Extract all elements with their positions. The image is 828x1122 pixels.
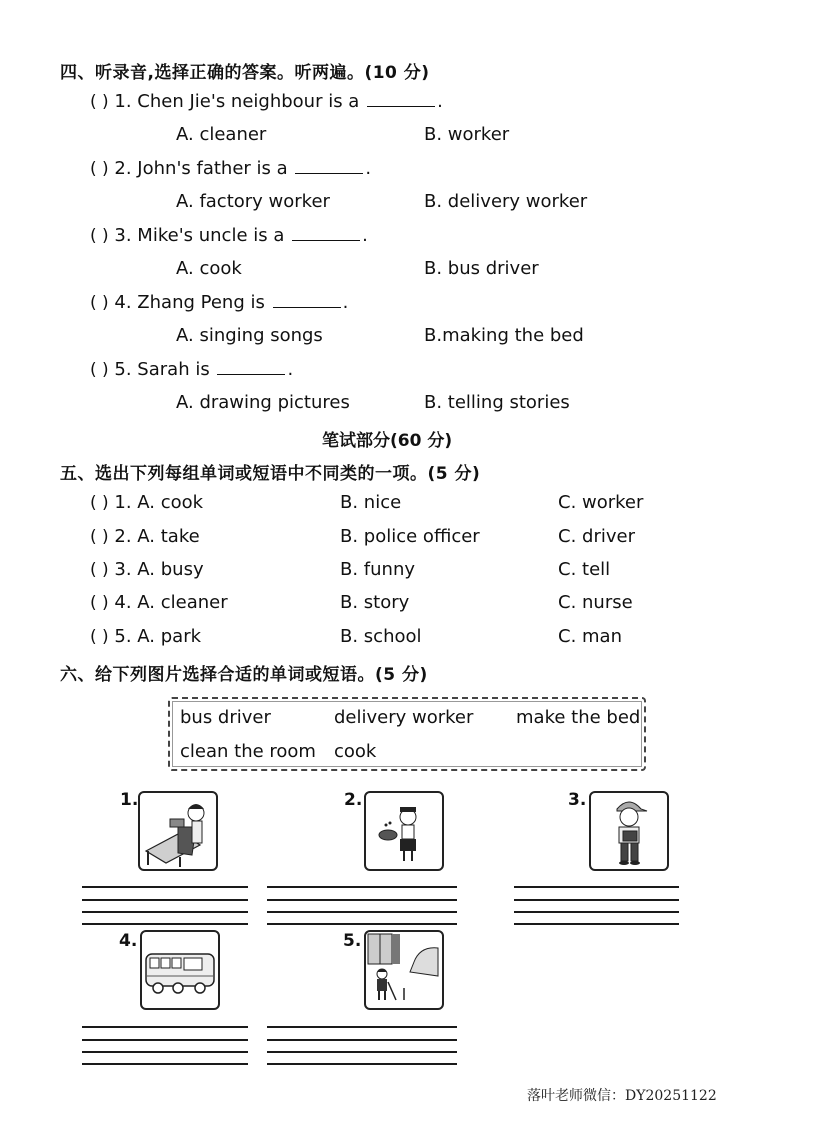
answer-paren[interactable]: ( ) <box>90 493 109 513</box>
picture-number: 1. <box>120 790 139 810</box>
period: . <box>437 91 443 112</box>
writing-line[interactable] <box>267 1026 457 1028</box>
writing-line[interactable] <box>267 1063 457 1065</box>
writing-line[interactable] <box>82 923 248 925</box>
writing-line[interactable] <box>267 923 457 925</box>
listening-question-3 <box>90 224 368 246</box>
boy-cleaning-room-image <box>364 930 444 1010</box>
option-b: B. telling stories <box>424 392 570 413</box>
word-bank-item: make the bed <box>516 707 641 728</box>
word-bank-item: clean the room <box>180 741 316 762</box>
answer-paren[interactable]: ( ) <box>90 159 109 179</box>
option-b: B. worker <box>424 124 510 145</box>
picture-number: 2. <box>344 790 363 810</box>
odd-one-out-row-3 <box>90 559 204 580</box>
word-bank-item: cook <box>334 741 377 762</box>
picture-number: 3. <box>568 790 587 810</box>
option-a: 4. A. cleaner <box>114 592 228 613</box>
option-c: C. tell <box>558 559 611 580</box>
option-b: B.making the bed <box>424 325 584 346</box>
writing-line[interactable] <box>514 886 679 888</box>
answer-paren[interactable]: ( ) <box>90 527 109 547</box>
option-a: A. cleaner <box>176 124 267 145</box>
writing-line[interactable] <box>514 911 679 913</box>
question-stem: 4. Zhang Peng is <box>114 292 265 313</box>
answer-blank <box>367 90 435 107</box>
answer-paren[interactable]: ( ) <box>90 92 109 112</box>
writing-line[interactable] <box>82 1051 248 1053</box>
period: . <box>365 158 372 179</box>
listening-question-2 <box>90 157 371 179</box>
odd-one-out-row-5 <box>90 626 201 647</box>
question-stem: 3. Mike's uncle is a <box>114 225 285 246</box>
word-bank-item: delivery worker <box>334 707 474 728</box>
delivery-worker-image <box>589 791 669 871</box>
option-b: B. bus driver <box>424 258 539 279</box>
writing-line[interactable] <box>82 911 248 913</box>
writing-line[interactable] <box>82 1039 248 1041</box>
writing-line[interactable] <box>82 886 248 888</box>
option-c: C. nurse <box>558 592 633 613</box>
cook-image <box>364 791 444 871</box>
option-a: A. factory worker <box>176 191 330 212</box>
answer-paren[interactable]: ( ) <box>90 360 109 380</box>
question-stem: 5. Sarah is <box>114 359 210 380</box>
odd-one-out-row-2 <box>90 526 200 547</box>
option-b: B. nice <box>340 492 402 513</box>
odd-one-out-row-1 <box>90 492 203 513</box>
answer-paren[interactable]: ( ) <box>90 293 109 313</box>
question-stem: 2. John's father is a <box>114 158 288 179</box>
listening-question-1 <box>90 90 443 112</box>
option-a: 5. A. park <box>114 626 202 647</box>
writing-line[interactable] <box>267 911 457 913</box>
picture-number: 5. <box>343 931 362 951</box>
listening-question-5 <box>90 358 293 380</box>
listening-question-4 <box>90 291 348 313</box>
writing-line[interactable] <box>267 1051 457 1053</box>
option-b: B. delivery worker <box>424 191 588 212</box>
option-a: 2. A. take <box>114 526 200 547</box>
answer-blank <box>292 224 360 241</box>
option-b: B. school <box>340 626 422 647</box>
period: . <box>342 292 349 313</box>
writing-line[interactable] <box>82 899 248 901</box>
answer-paren[interactable]: ( ) <box>90 560 109 580</box>
period: . <box>362 225 368 246</box>
answer-paren[interactable]: ( ) <box>90 627 109 647</box>
option-b: B. police officer <box>340 526 480 547</box>
period: . <box>287 359 294 380</box>
section5-title: 五、选出下列每组单词或短语中不同类的一项。(5 分) <box>60 464 481 484</box>
option-c: C. man <box>558 626 622 647</box>
written-part-title: 笔试部分(60 分) <box>322 431 453 451</box>
section4-title: 四、听录音,选择正确的答案。听两遍。(10 分) <box>60 63 430 83</box>
option-a: A. singing songs <box>176 325 323 346</box>
writing-line[interactable] <box>267 899 457 901</box>
option-a: 1. A. cook <box>114 492 204 513</box>
odd-one-out-row-4 <box>90 592 228 613</box>
option-c: C. worker <box>558 492 644 513</box>
answer-paren[interactable]: ( ) <box>90 226 109 246</box>
option-a: 3. A. busy <box>114 559 204 580</box>
word-bank-item: bus driver <box>180 707 271 728</box>
answer-paren[interactable]: ( ) <box>90 593 109 613</box>
word-bank-box <box>168 697 646 771</box>
question-stem: 1. Chen Jie's neighbour is a <box>114 91 360 112</box>
picture-number: 4. <box>119 931 138 951</box>
footer-contact: 落叶老师微信：DY20251122 <box>527 1088 717 1104</box>
writing-line[interactable] <box>514 923 679 925</box>
writing-line[interactable] <box>267 886 457 888</box>
option-a: A. cook <box>176 258 242 279</box>
option-a: A. drawing pictures <box>176 392 350 413</box>
writing-line[interactable] <box>514 899 679 901</box>
answer-blank <box>217 358 285 375</box>
option-b: B. story <box>340 592 410 613</box>
bus-image <box>140 930 220 1010</box>
writing-line[interactable] <box>82 1063 248 1065</box>
option-c: C. driver <box>558 526 635 547</box>
section6-title: 六、给下列图片选择合适的单词或短语。(5 分) <box>60 665 428 685</box>
girl-making-bed-image <box>138 791 218 871</box>
answer-blank <box>273 291 341 308</box>
answer-blank <box>295 157 363 174</box>
writing-line[interactable] <box>267 1039 457 1041</box>
option-b: B. funny <box>340 559 416 580</box>
writing-line[interactable] <box>82 1026 248 1028</box>
